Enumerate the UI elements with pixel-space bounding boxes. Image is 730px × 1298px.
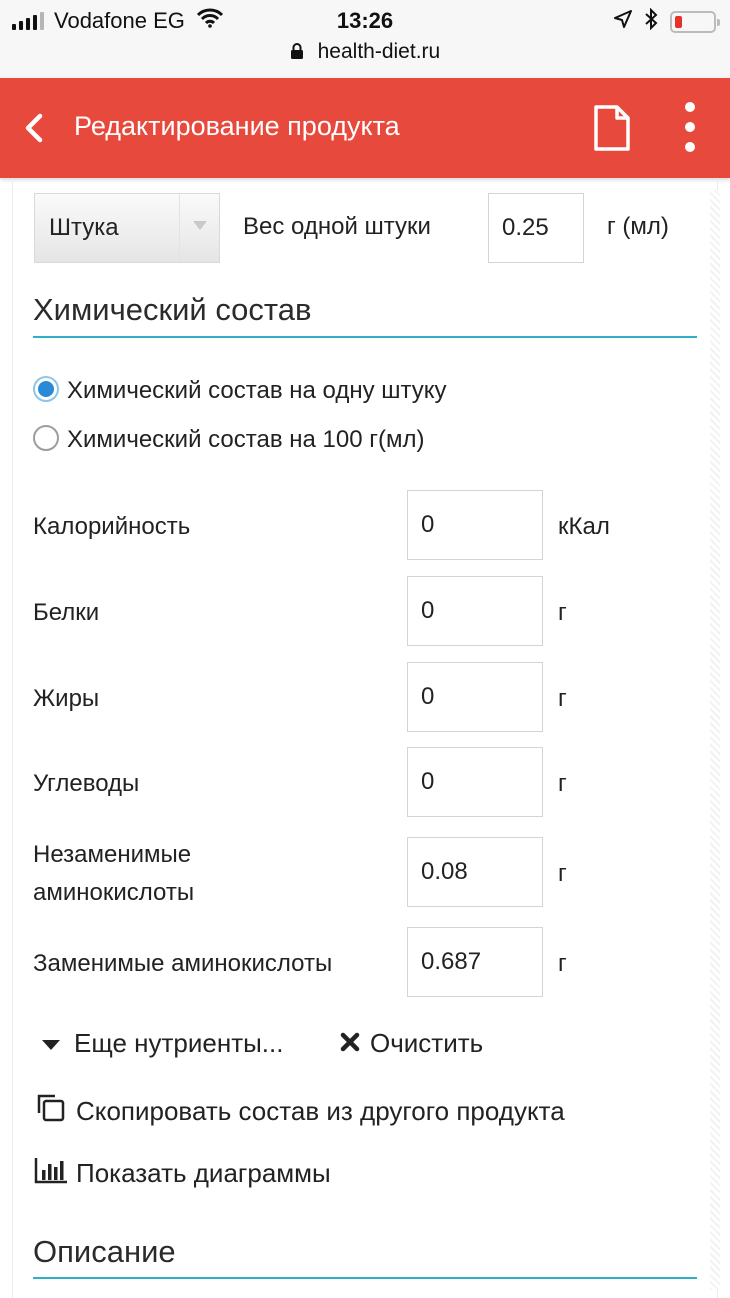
close-icon: [340, 1028, 360, 1059]
more-nutrients-button[interactable]: [40, 1028, 283, 1059]
copy-composition-button[interactable]: [34, 1093, 565, 1130]
nutrient-input-nonessential-amino[interactable]: 0.687: [407, 927, 543, 997]
scrollbar-track[interactable]: [710, 190, 720, 1290]
weight-unit: г (мл): [607, 213, 669, 240]
copy-icon: [34, 1093, 66, 1130]
show-charts-label: Показать диаграммы: [76, 1158, 331, 1188]
weight-input[interactable]: 0.25: [488, 193, 584, 263]
more-dot-icon: [685, 102, 695, 112]
status-time: 13:26: [336, 8, 394, 33]
bar-chart-icon: [34, 1156, 68, 1191]
nutrient-label-carbs: Углеводы: [33, 770, 140, 797]
battery-icon: [670, 11, 716, 33]
status-right: [614, 8, 716, 35]
chevron-left-icon: [18, 108, 54, 148]
weight-label: Вес одной штуки: [243, 213, 431, 240]
unit-select-value: Штука: [49, 214, 119, 241]
nutrient-input-essential-amino[interactable]: 0.08: [407, 837, 543, 907]
nutrient-label-fat: Жиры: [33, 685, 100, 712]
nutrient-input-protein[interactable]: 0: [407, 576, 543, 646]
nutrient-label-essential-amino-line2: аминокислоты: [33, 879, 195, 906]
nutrient-label-calories: Калорийность: [33, 513, 191, 540]
unit-select[interactable]: [34, 193, 220, 263]
page-title: Редактирование продукта: [74, 111, 400, 141]
carrier-name: Vodafone EG: [54, 8, 185, 33]
nutrient-unit-carbs: г: [558, 770, 567, 797]
url-bar[interactable]: [0, 40, 730, 78]
nutrient-label-essential-amino-line1: Незаменимые: [33, 841, 192, 868]
section-title-description: Описание: [33, 1234, 176, 1269]
location-arrow-icon: [614, 10, 632, 33]
copy-composition-label: Скопировать состав из другого продукта: [76, 1096, 565, 1126]
more-nutrients-label: Еще нутриенты...: [74, 1028, 284, 1058]
nutrient-input-fat[interactable]: 0: [407, 662, 543, 732]
battery-level: [675, 16, 682, 28]
app-header: [0, 78, 730, 178]
section-divider: [33, 336, 697, 338]
nutrient-unit-fat: г: [558, 685, 567, 712]
show-charts-button[interactable]: [34, 1156, 331, 1191]
section-divider: [33, 1277, 697, 1279]
section-title-composition: Химический состав: [33, 292, 312, 327]
nutrient-unit-calories: кКал: [558, 513, 610, 540]
nutrient-label-nonessential-amino: Заменимые аминокислоты: [33, 950, 333, 977]
nutrient-unit-protein: г: [558, 599, 567, 626]
nutrient-label-protein: Белки: [33, 599, 100, 626]
clear-button[interactable]: [340, 1028, 483, 1059]
document-icon: [592, 104, 632, 152]
nutrient-unit-nonessential-amino: г: [558, 950, 567, 977]
document-button[interactable]: [592, 104, 632, 152]
nutrient-input-carbs[interactable]: 0: [407, 747, 543, 817]
more-menu-button[interactable]: [678, 102, 702, 156]
nutrient-unit-essential-amino: г: [558, 860, 567, 887]
more-dot-icon: [685, 142, 695, 152]
clear-label: Очистить: [370, 1028, 484, 1058]
radio-per-100g[interactable]: [33, 425, 59, 451]
caret-down-icon: [40, 1028, 64, 1059]
back-button[interactable]: [18, 108, 54, 148]
radio-per-piece-label[interactable]: Химический состав на одну штуку: [67, 377, 447, 404]
url-text: health-diet.ru: [317, 40, 441, 63]
radio-per-100g-label[interactable]: Химический состав на 100 г(мл): [67, 426, 425, 453]
chevron-down-icon: [179, 194, 219, 262]
bluetooth-icon: [644, 8, 658, 35]
more-dot-icon: [685, 122, 695, 132]
nutrient-input-calories[interactable]: 0: [407, 490, 543, 560]
radio-per-piece[interactable]: [33, 376, 59, 402]
status-bar: [0, 0, 730, 40]
lock-icon: [290, 42, 304, 66]
content-card: [12, 178, 718, 1298]
